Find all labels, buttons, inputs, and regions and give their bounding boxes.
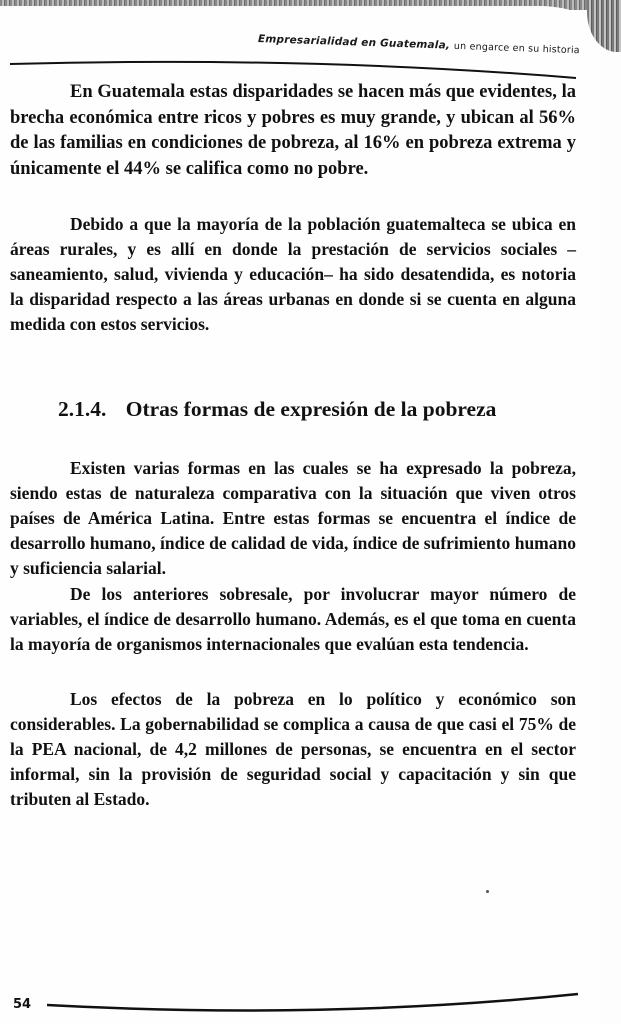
paragraph-1 — [10, 80, 576, 182]
paragraph-text: Existen varias formas en las cuales se ha expresado la pobreza, siendo estas de naturaleza comparativa con la situación que viven otros países de América Latina. Entre estas formas se encuentra el índice de desarrollo humano, índice de calidad de vida, índice de sufrimiento humano y suficiencia salarial. — [10, 458, 576, 578]
section-number: 2.1.4. — [58, 397, 107, 421]
running-header-title: Empresarialidad en Guatemala, — [257, 33, 451, 52]
paragraph-3 — [10, 456, 576, 581]
paragraph-5 — [10, 687, 576, 812]
paragraph-4 — [10, 582, 576, 657]
section-heading — [58, 397, 496, 422]
paragraph-2 — [10, 212, 576, 337]
paragraph-text: Debido a que la mayoría de la población guatemalteca se ubica en áreas rurales, y es allí en donde la prestación de servicios sociales –saneamiento, salud, vivienda y educación– ha sido desatendida, es notoria la disparidad respecto a las áreas urbanas en donde si se cuenta en alguna medida con estos servicios. — [10, 214, 576, 334]
running-header-subtitle: un engarce en su historia — [453, 40, 580, 57]
header-rule — [8, 52, 578, 82]
paragraph-text: De los anteriores sobresale, por involucrar mayor número de variables, el índice de desarrollo humano. Además, es el que toma en cuenta la mayoría de organismos internacionales que evalúan esta tendencia. — [10, 584, 576, 654]
paragraph-text: Los efectos de la pobreza en lo político y económico son considerables. La gobernabilidad se complica a causa de que casi el 75% de la PEA nacional, de 4,2 millones de personas, se encuentra en el sector informal, sin la provisión de seguridad social y capacitación y sin que tributen al Estado. — [10, 689, 576, 809]
section-title: Otras formas de expresión de la pobreza — [125, 397, 497, 421]
footer-rule — [45, 990, 580, 1020]
scan-speck — [486, 890, 489, 893]
page-number: 54 — [13, 997, 32, 1012]
paragraph-text: En Guatemala estas disparidades se hacen más que evidentes, la brecha económica entre ricos y pobres es muy grande, y ubican al 56% de las familias en condiciones de pobreza, al 16% en pobreza extrema y únicamente el 44% se califica como no pobre. — [10, 82, 576, 179]
